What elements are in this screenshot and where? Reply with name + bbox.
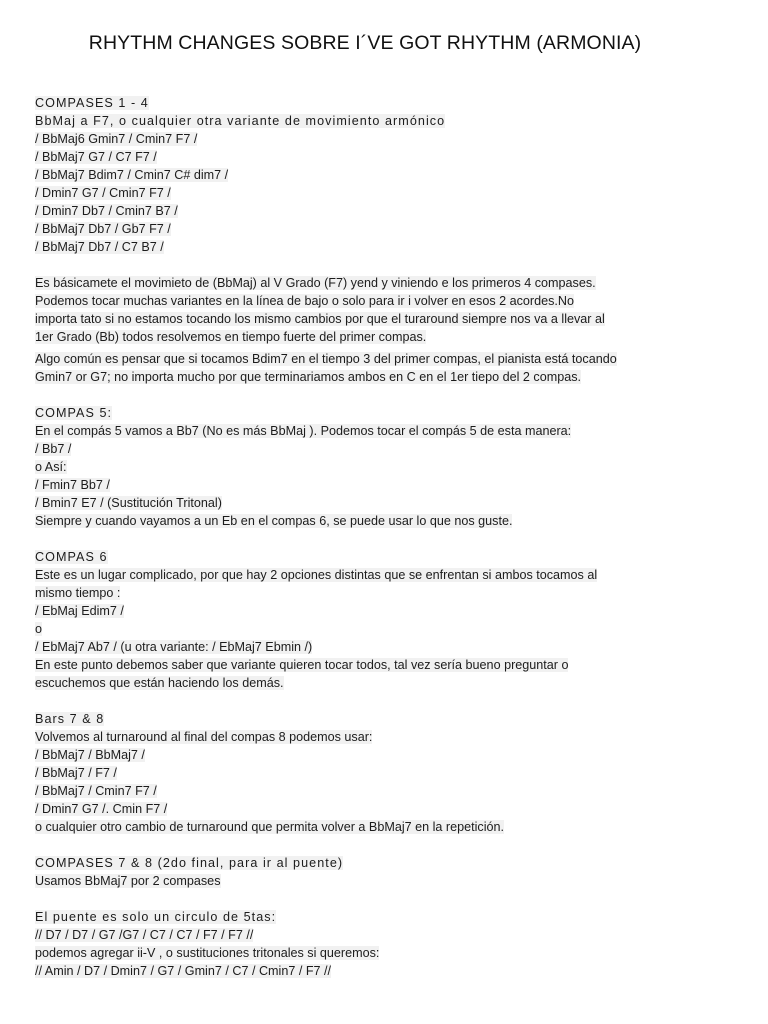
text-line: Gmin7 or G7; no importa mucho por que terminariamos ambos en C en el 1er tiepo del 2 compas.	[35, 370, 581, 384]
chord-line: // Amin / D7 / Dmin7 / G7 / Gmin7 / C7 / Cmin7 / F7 //	[35, 964, 332, 978]
text-line: o	[35, 622, 43, 636]
text-line: Volvemos al turnaround al final del compas 8 podemos usar:	[35, 730, 373, 744]
chord-line: / BbMaj7 Bdim7 / Cmin7 C# dim7 /	[35, 168, 229, 182]
chord-line: / Bmin7 E7 / (Sustitución Tritonal)	[35, 496, 222, 510]
section-heading: COMPASES 1 - 4	[35, 96, 149, 110]
text-line: o cualquier otro cambio de turnaround que permita volver a BbMaj7 en la repetición.	[35, 820, 505, 834]
text-line: 1er Grado (Bb) todos resolvemos en tiempo fuerte del primer compas.	[35, 330, 427, 344]
section-compas-5	[35, 404, 755, 530]
text-line: escuchemos que están haciendo los demás.	[35, 676, 284, 690]
section-compases-1-4	[35, 94, 755, 256]
text-line: BbMaj a F7, o cualquier otra variante de movimiento armónico	[35, 114, 446, 128]
section-heading: Bars 7 & 8	[35, 712, 105, 726]
text-line: Es básicamete el movimieto de (BbMaj) al V Grado (F7) yend y viniendo e los primeros 4 compases.	[35, 276, 596, 290]
paragraph-common-practice	[35, 350, 755, 386]
chord-line: / EbMaj7 Ab7 / (u otra variante: / EbMaj7 Ebmin /)	[35, 640, 313, 654]
section-heading: COMPAS 5:	[35, 406, 113, 420]
text-line: Siempre y cuando vayamos a un Eb en el compas 6, se puede usar lo que nos guste.	[35, 514, 513, 528]
text-line: importa tato si no estamos tocando los mismo cambios por que el turaround siempre nos va a llevar al	[35, 312, 605, 326]
chord-line: / Dmin7 G7 /. Cmin F7 /	[35, 802, 168, 816]
text-line: Este es un lugar complicado, por que hay 2 opciones distintas que se enfrentan si ambos tocamos al	[35, 568, 598, 582]
section-heading: COMPASES 7 & 8 (2do final, para ir al puente)	[35, 856, 344, 870]
section-bridge	[35, 908, 755, 980]
chord-line: / BbMaj7 / F7 /	[35, 766, 117, 780]
section-compas-6	[35, 548, 755, 692]
section-heading: El puente es solo un circulo de 5tas:	[35, 910, 277, 924]
text-line: Podemos tocar muchas variantes en la línea de bajo o solo para ir i volver en esos 2 acordes.No	[35, 294, 575, 308]
text-line: o Así:	[35, 460, 67, 474]
section-heading: COMPAS 6	[35, 550, 108, 564]
text-line: Algo común es pensar que si tocamos Bdim7 en el tiempo 3 del primer compas, el pianista está tocando	[35, 352, 617, 366]
chord-line: // D7 / D7 / G7 /G7 / C7 / C7 / F7 / F7 //	[35, 928, 254, 942]
chord-line: / BbMaj7 Db7 / Gb7 F7 /	[35, 222, 171, 236]
text-line: Usamos BbMaj7 por 2 compases	[35, 874, 221, 888]
text-line: En el compás 5 vamos a Bb7 (No es más BbMaj ). Podemos tocar el compás 5 de esta manera:	[35, 424, 572, 438]
page-title: RHYTHM CHANGES SOBRE I´VE GOT RHYTHM (ARMONIA)	[88, 32, 642, 54]
chord-line: / Bb7 /	[35, 442, 72, 456]
chord-line: / BbMaj7 / Cmin7 F7 /	[35, 784, 157, 798]
chord-line: / BbMaj7 / BbMaj7 /	[35, 748, 145, 762]
chord-line: / Fmin7 Bb7 /	[35, 478, 110, 492]
document-body	[35, 94, 755, 980]
chord-line: / BbMaj7 G7 / C7 F7 /	[35, 150, 157, 164]
chord-line: / Dmin7 Db7 / Cmin7 B7 /	[35, 204, 178, 218]
section-compases-7-8-second-ending	[35, 854, 755, 890]
text-line: mismo tiempo :	[35, 586, 121, 600]
paragraph-explanation	[35, 274, 755, 346]
text-line: podemos agregar ii-V , o sustituciones tritonales si queremos:	[35, 946, 380, 960]
chord-line: / Dmin7 G7 / Cmin7 F7 /	[35, 186, 171, 200]
chord-line: / BbMaj6 Gmin7 / Cmin7 F7 /	[35, 132, 198, 146]
chord-line: / EbMaj Edim7 /	[35, 604, 124, 618]
section-bars-7-8	[35, 710, 755, 836]
chord-line: / BbMaj7 Db7 / C7 B7 /	[35, 240, 164, 254]
text-line: En este punto debemos saber que variante quieren tocar todos, tal vez sería bueno preguntar o	[35, 658, 569, 672]
